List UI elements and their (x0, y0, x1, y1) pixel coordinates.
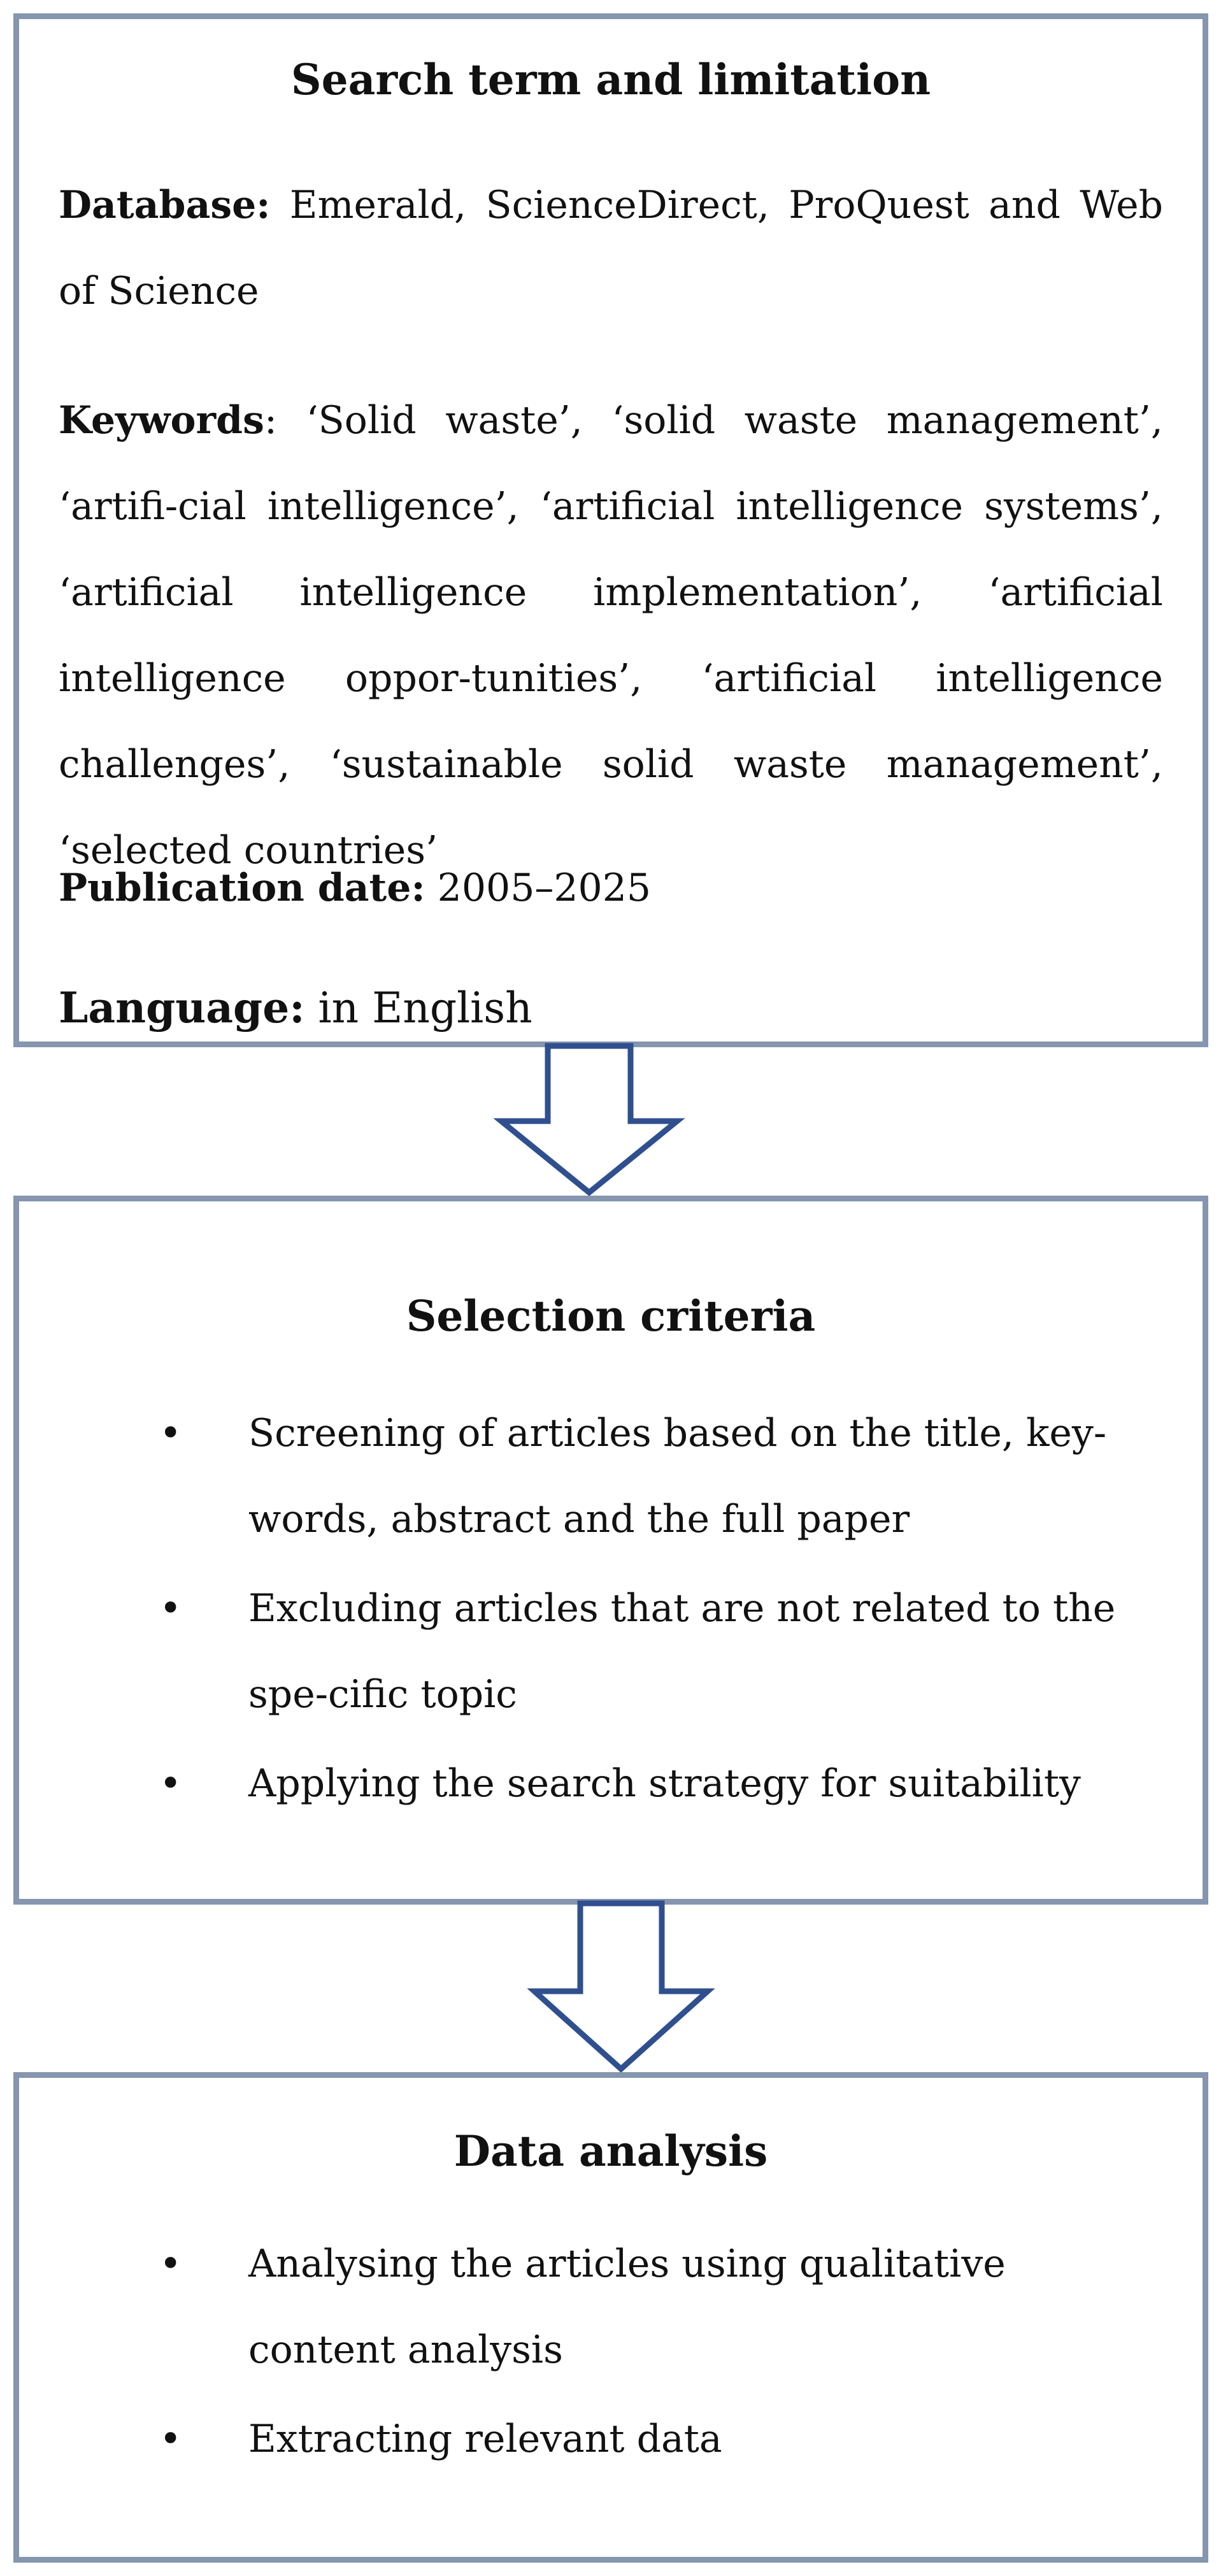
selection-criteria-list (19, 1391, 1163, 1830)
list-item-text: Analysing the articles using qualitative content analysis (248, 2242, 1006, 2372)
search-term-box (13, 13, 1208, 1047)
list-item (19, 2396, 1163, 2482)
data-analysis-box (13, 2072, 1208, 2563)
data-analysis-list (19, 2221, 1163, 2486)
list-item (19, 1391, 1163, 1563)
down-arrow-icon (525, 1896, 717, 2080)
list-item (19, 1741, 1163, 1827)
list-item (19, 1566, 1163, 1738)
bullet-icon: • (159, 1761, 182, 1806)
bullet-icon: • (159, 1586, 182, 1631)
bullet-icon: • (159, 1411, 182, 1456)
publication-date-value: 2005–2025 (425, 866, 652, 910)
list-item (19, 2221, 1163, 2393)
publication-date-line (59, 845, 1163, 931)
data-analysis-title: Data analysis (453, 2126, 768, 2176)
list-item-text: Screening of articles based on the title, key-words, abstract and the full paper (248, 1411, 1107, 1542)
bullet-icon: • (159, 2417, 182, 2461)
database-label: Database: (59, 183, 271, 227)
keywords-line (59, 378, 1163, 894)
selection-criteria-title: Selection criteria (406, 1291, 816, 1341)
list-item-text: Applying the search strategy for suitability (248, 1761, 1081, 1806)
list-item-text: Extracting relevant data (248, 2417, 722, 2461)
list-item-text: Excluding articles that are not related to the spe-cific topic (248, 1586, 1116, 1717)
database-line (59, 162, 1163, 334)
search-term-title: Search term and limitation (290, 55, 931, 104)
keywords-label: Keywords (59, 398, 264, 443)
bullet-icon: • (159, 2242, 182, 2286)
language-label: Language: (59, 983, 305, 1033)
selection-criteria-box (13, 1196, 1208, 1905)
language-value: in English (304, 984, 532, 1033)
publication-date-label: Publication date: (59, 866, 425, 910)
keywords-value: : ‘Solid waste’, ‘solid waste management’, ‘artifi-cial intelligence’, ‘artificial intelligence systems’, ‘artificial intelligence implementation’, ‘artificial intelligence oppor-tunities’, ‘artificial intelligence challenges’, ‘sustainable solid waste management’, ‘selected countries’ (59, 398, 1163, 873)
database-value: Emerald, ScienceDirect, ProQuest and Web of Science (59, 183, 1163, 313)
down-arrow-icon (497, 1038, 688, 1204)
